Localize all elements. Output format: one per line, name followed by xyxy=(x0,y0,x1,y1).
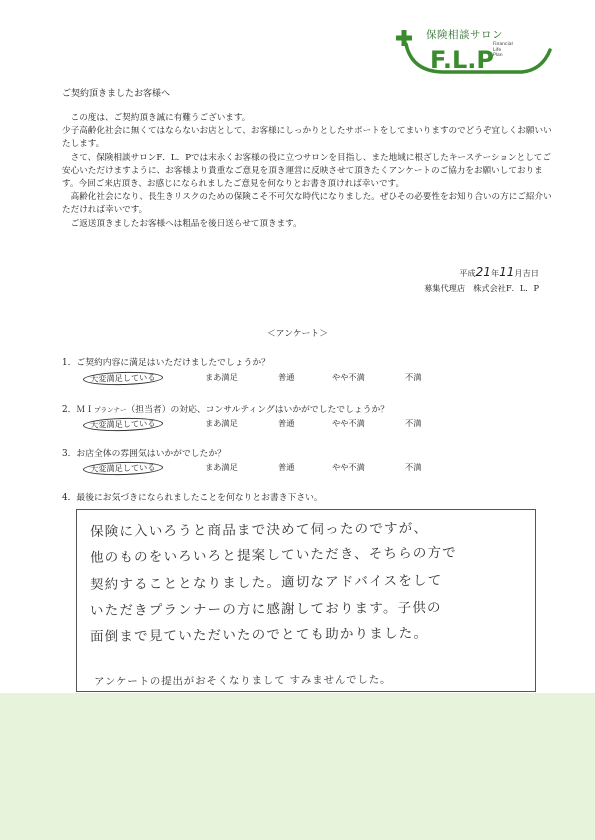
question-4: 4．最後にお気づきになられましたことを何なりとお書き下さい。 xyxy=(62,493,323,503)
letter-body xyxy=(62,112,552,231)
brand-logo-text: F.L.P xyxy=(430,46,494,74)
date-era: 平成 xyxy=(459,268,476,278)
question-2-planner: プランナー xyxy=(94,406,127,414)
letter-paragraph: ご返送頂きましたお客様へは粗品を後日送らせて頂きます。 xyxy=(70,218,302,229)
option-very-satisfied[interactable]: 大変満足している xyxy=(83,371,163,386)
question-2 xyxy=(62,402,389,415)
company-name: 募集代理店 株式会社F．L．P xyxy=(424,283,539,293)
brand-title: 保険相談サロン xyxy=(426,29,503,41)
letter-paragraph: 高齢化社会になり、長生きリスクのための保険こそ不可欠な時代になりました。ぜひその必要性をお知り合いの方にご紹介いただければ幸いです。 xyxy=(62,192,552,216)
option-neutral[interactable]: 普通 xyxy=(278,462,295,472)
question-3: 3．お店全体の雰囲気はいかがでしたか？ xyxy=(62,449,226,459)
question-2-text: （担当者）の対応、コンサルティングはいかがでしたでしょうか？ xyxy=(126,405,390,415)
letter-date xyxy=(459,265,539,279)
question-1: 1．ご契約内容に満足はいただけましたでしょうか？ xyxy=(62,358,270,368)
option-dissatisfied[interactable]: 不満 xyxy=(405,418,422,428)
answer-line: 保険に入いろうと商品まで決めて伺ったのですが、 xyxy=(89,520,429,540)
date-year: 21 xyxy=(475,265,491,279)
date-month: 11 xyxy=(499,265,515,279)
option-very-satisfied[interactable]: 大変満足している xyxy=(83,417,163,432)
answer-note: アンケートの提出がおそくなりまして すみませんでした。 xyxy=(93,673,392,688)
option-somewhat-satisfied[interactable]: まあ満足 xyxy=(205,418,238,428)
option-somewhat-dissatisfied[interactable]: やや不満 xyxy=(332,462,365,472)
brand-subtitle xyxy=(493,42,513,59)
question-2-prefix: 2．ＭＩ xyxy=(62,405,94,415)
question-1-options xyxy=(0,372,595,386)
option-very-satisfied[interactable]: 大変満足している xyxy=(83,461,163,476)
letter-paragraph: この度は、ご契約頂き誠に有難うございます。 xyxy=(70,113,251,123)
date-suffix: 月吉日 xyxy=(514,268,539,278)
brand-logo xyxy=(396,24,556,80)
answer-line: 契約することとなりました。適切なアドバイスをして xyxy=(89,572,443,593)
answer-line: いただきプランナーの方に感謝しております。子供の xyxy=(89,599,442,619)
question-3-options xyxy=(0,462,595,476)
answer-line: 面倒まで見ていただいたのでとても助かりました。 xyxy=(89,625,429,645)
brand-sub-3: Plan xyxy=(493,53,503,58)
option-somewhat-dissatisfied[interactable]: やや不満 xyxy=(332,372,365,382)
option-somewhat-dissatisfied[interactable]: やや不満 xyxy=(332,418,365,428)
flp-logo-mark xyxy=(404,38,554,78)
option-somewhat-satisfied[interactable]: まあ満足 xyxy=(205,462,238,472)
footer-band xyxy=(0,693,595,840)
answer-line: 他のものをいろいろと提案していただき、そちらの方で xyxy=(89,544,458,566)
survey-title: ＜アンケート＞ xyxy=(266,329,329,339)
option-neutral[interactable]: 普通 xyxy=(278,372,295,382)
option-dissatisfied[interactable]: 不満 xyxy=(405,462,422,472)
option-dissatisfied[interactable]: 不満 xyxy=(405,372,422,382)
question-2-options xyxy=(0,418,595,432)
option-somewhat-satisfied[interactable]: まあ満足 xyxy=(205,372,238,382)
date-year-suffix: 年 xyxy=(490,268,500,278)
letter-paragraph: さて、保険相談サロンF．L．Pでは末永くお客様の役に立つサロンを目指し、また地域に根ざしたキーステーションとしてご安心いただけますように、お客様より貴重なご意見を頂き運営に反映させて頂きたくアンケートのご協力をお願いしております。今回ご来店頂き、お感じになられましたご意見を何なりとお書き頂ければ幸いです。 xyxy=(62,152,551,190)
option-neutral[interactable]: 普通 xyxy=(278,418,295,428)
letter-paragraph: 少子高齢化社会に無くてはならないお店として、お客様にしっかりとしたサポートをしてまいりますのでどうぞ宜しくお願いいたします。 xyxy=(62,126,552,150)
brand-sub-2: Life xyxy=(493,47,502,53)
brand-sub-1: Financial xyxy=(493,42,513,47)
greeting: ご契約頂きましたお客様へ xyxy=(62,89,171,99)
